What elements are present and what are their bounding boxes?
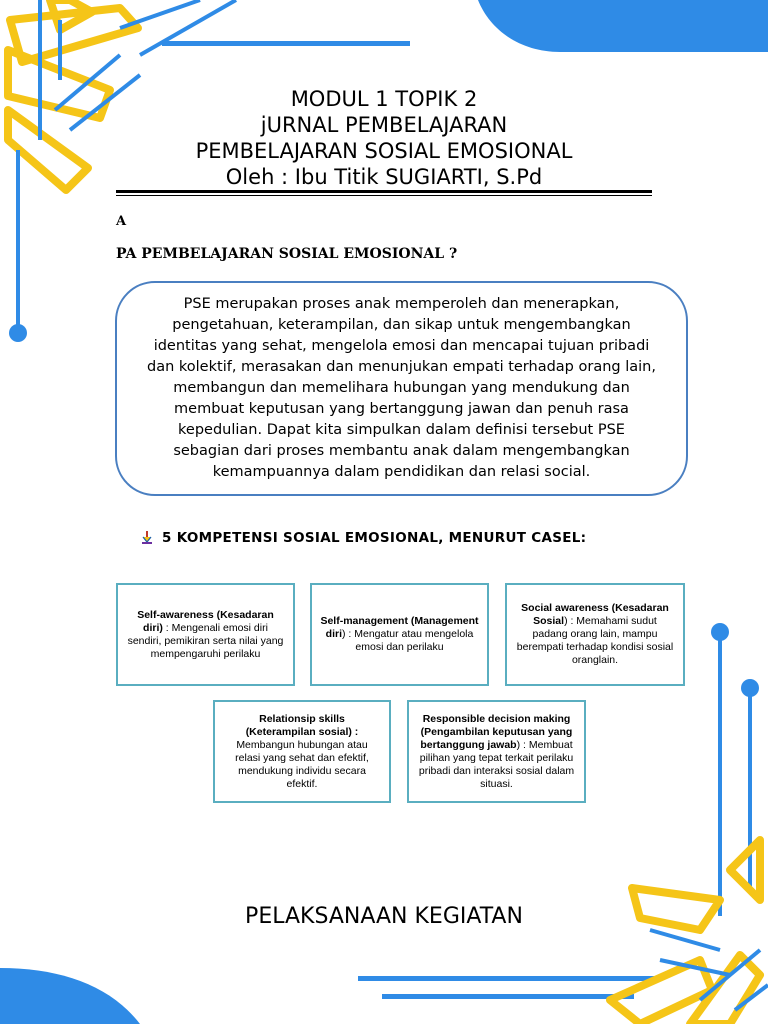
title-line-subject: PEMBELAJARAN SOSIAL EMOSIONAL	[195, 139, 573, 163]
competency-desc: ) : Mengatur atau mengelola emosi dan perilaku	[342, 628, 474, 653]
title-line-journal: jURNAL PEMBELAJARAN	[260, 113, 508, 137]
question-heading: PA PEMBELAJARAN SOSIAL EMOSIONAL ?	[116, 246, 458, 262]
definition-box	[115, 281, 688, 496]
competency-card-relationship-skills	[213, 700, 391, 803]
bullet-arrow-icon	[140, 530, 154, 544]
competency-card-self-awareness	[116, 583, 295, 686]
competency-card-self-management	[310, 583, 489, 686]
title-divider-thin	[116, 195, 652, 196]
competency-term: Self-management (Management diri	[320, 615, 479, 640]
question-letter: A	[116, 214, 127, 229]
competency-term: Responsible decision making (Pengambilan keputusan yang bertanggung jawab	[420, 712, 573, 751]
competencies-heading	[140, 530, 586, 546]
competency-desc: ) : Memahami sudut padang orang lain, mampu berempati terhadap kondisi sosial oranglain.	[516, 615, 674, 666]
competencies-heading-text: 5 KOMPETENSI SOSIAL EMOSIONAL, MENURUT CASEL:	[162, 530, 587, 546]
section-title-implementation: PELAKSANAAN KEGIATAN	[245, 904, 523, 929]
definition-text: PSE merupakan proses anak memperoleh dan menerapkan, pengetahuan, keterampilan, dan sikap untuk mengembangkan identitas yang sehat, mengelola emosi dan mencapai tujuan pribadi dan kolektif, merasakan dan menunjukan empati terhadap orang lain, membangun dan memelihara hubungan yang mendukung dan membuat keputusan yang bertanggung jawan dan penuh rasa kepedulian. Dapat kita simpulkan dalam definisi tersebut PSE sebagian dari proses membantu anak dalam mengembangkan kemampuannya dalam pendidikan dan relasi social.	[147, 296, 656, 480]
competency-term: Social awareness (Kesadaran Sosial	[521, 602, 669, 627]
competency-desc: ) : Membuat pilihan yang tepat terkait perilaku pribadi dan interaksi sosial dalam situasi.	[418, 738, 575, 790]
title-line-module: MODUL 1 TOPIK 2	[290, 87, 478, 111]
competency-card-social-awareness	[505, 583, 685, 686]
document-title	[115, 86, 653, 190]
competency-term: Relationsip skills (Keterampilan sosial) :	[245, 712, 359, 738]
competency-card-decision-making	[407, 700, 586, 803]
competency-desc: Membangun hubungan atau relasi yang sehat dan efektif, mendukung individu secara efektif.	[235, 738, 369, 790]
competency-term: Self-awareness (Kesadaran diri)	[137, 608, 274, 634]
title-line-author: Oleh : Ibu Titik SUGIARTI, S.Pd	[225, 165, 543, 189]
competency-desc: : Mengenali emosi diri sendiri, pemikiran serta nilai yang mempengaruhi perilaku	[127, 621, 284, 660]
title-divider-thick	[116, 190, 652, 193]
